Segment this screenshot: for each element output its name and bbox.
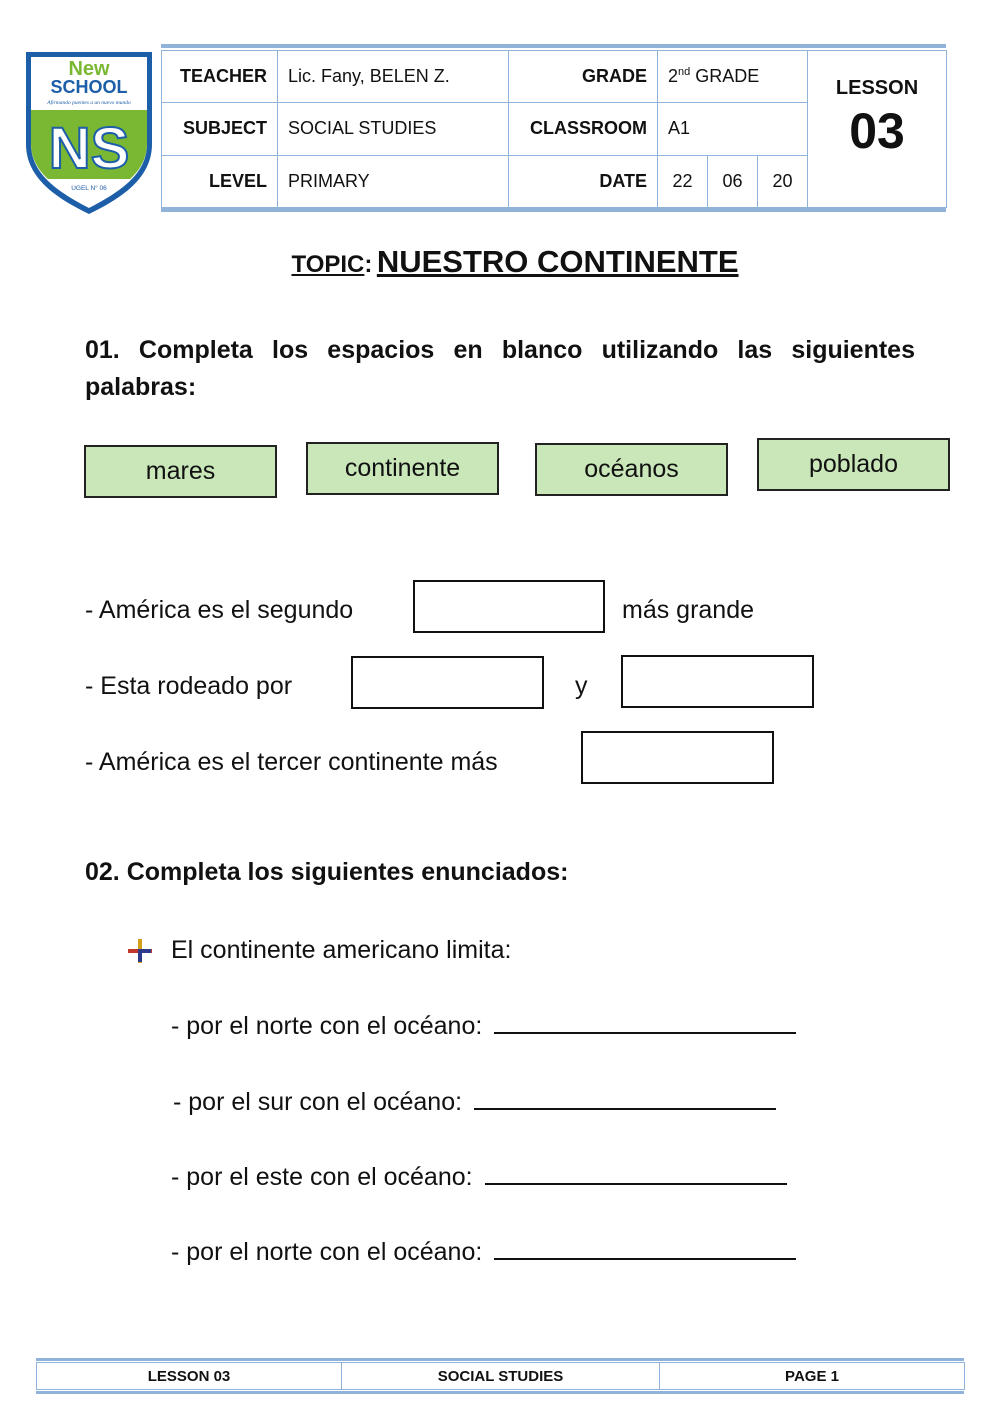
answer-blank-3[interactable] — [485, 1163, 787, 1185]
date-year: 20 — [758, 155, 808, 207]
level-value: PRIMARY — [278, 155, 509, 207]
fill-blank-3[interactable] — [621, 655, 814, 708]
lesson-cell — [808, 51, 947, 208]
topic-colon: : — [364, 251, 373, 278]
logo-wordmark-school: SCHOOL — [50, 77, 128, 97]
boundary-line-3 — [171, 1163, 787, 1192]
plus-bullet-icon — [127, 938, 153, 964]
school-logo — [22, 48, 156, 216]
logo-monogram: NS — [48, 116, 130, 181]
teacher-value: Lic. Fany, BELEN Z. — [278, 51, 509, 103]
boundary-line-1-text: - por el norte con el océano: — [171, 1012, 483, 1040]
footer-table — [36, 1362, 965, 1390]
fill-line-3-text: - América es el tercer continente más — [85, 748, 498, 776]
boundary-line-4 — [171, 1238, 796, 1267]
question-2-title: 02. Completa los siguientes enunciados: — [85, 858, 569, 886]
fill-blank-4[interactable] — [581, 731, 774, 784]
header-top-rule — [161, 44, 946, 48]
answer-blank-4[interactable] — [494, 1238, 796, 1260]
teacher-label: TEACHER — [162, 51, 278, 103]
fill-blank-2[interactable] — [351, 656, 544, 709]
boundary-line-3-text: - por el este con el océano: — [171, 1163, 473, 1191]
lesson-header — [161, 44, 946, 214]
fill-line-1-after: más grande — [622, 596, 755, 624]
logo-wordmark-new: New — [68, 58, 110, 80]
bullet-text: El continente americano limita: — [171, 936, 512, 964]
fill-line-2-text: - Esta rodeado por — [85, 672, 293, 700]
word-card-mares[interactable]: mares — [84, 445, 277, 498]
word-card-oceanos[interactable]: océanos — [535, 443, 728, 496]
grade-label: GRADE — [509, 51, 658, 103]
level-label: LEVEL — [162, 155, 278, 207]
page-footer — [36, 1358, 964, 1396]
answer-blank-2[interactable] — [474, 1088, 776, 1110]
logo-tagline: Afirmando puentes a un nuevo mundo — [47, 100, 131, 106]
boundary-line-2 — [173, 1088, 776, 1117]
boundary-line-1 — [171, 1012, 796, 1041]
grade-word: GRADE — [695, 66, 760, 87]
grade-value — [658, 51, 808, 103]
date-month: 06 — [708, 155, 758, 207]
word-card-poblado[interactable]: poblado — [757, 438, 950, 491]
subject-value: SOCIAL STUDIES — [278, 103, 509, 155]
footer-lesson: LESSON 03 — [37, 1363, 342, 1390]
word-card-continente[interactable]: continente — [306, 442, 499, 495]
lesson-label: LESSON — [835, 77, 919, 99]
header-table — [161, 50, 947, 208]
question-1-title: 01. Completa los espacios en blanco utilizando las siguientes palabras: — [85, 336, 915, 401]
footer-top-rule — [36, 1358, 964, 1361]
boundary-line-4-text: - por el norte con el océano: — [171, 1238, 483, 1266]
grade-suffix: nd — [678, 66, 691, 79]
fill-blank-1[interactable] — [413, 580, 605, 633]
footer-page: PAGE 1 — [660, 1363, 965, 1390]
logo-seal: UGEL N° 06 — [71, 185, 107, 192]
footer-subject: SOCIAL STUDIES — [342, 1363, 660, 1390]
date-day: 22 — [658, 155, 708, 207]
topic-label: TOPIC — [291, 251, 365, 278]
fill-line-2-mid: y — [575, 672, 588, 700]
lesson-number: 03 — [849, 103, 905, 159]
grade-number: 2 — [668, 66, 679, 87]
topic-title: NUESTRO CONTINENTE — [376, 244, 739, 279]
header-bottom-rule — [161, 208, 946, 212]
footer-bottom-rule — [36, 1391, 964, 1394]
answer-blank-1[interactable] — [494, 1012, 796, 1034]
fill-line-1-text: - América es el segundo — [85, 596, 354, 624]
boundary-line-2-text: - por el sur con el océano: — [173, 1088, 463, 1116]
subject-label: SUBJECT — [162, 103, 278, 155]
classroom-value: A1 — [658, 103, 808, 155]
topic-heading — [0, 244, 1000, 280]
classroom-label: CLASSROOM — [509, 103, 658, 155]
date-label: DATE — [509, 155, 658, 207]
